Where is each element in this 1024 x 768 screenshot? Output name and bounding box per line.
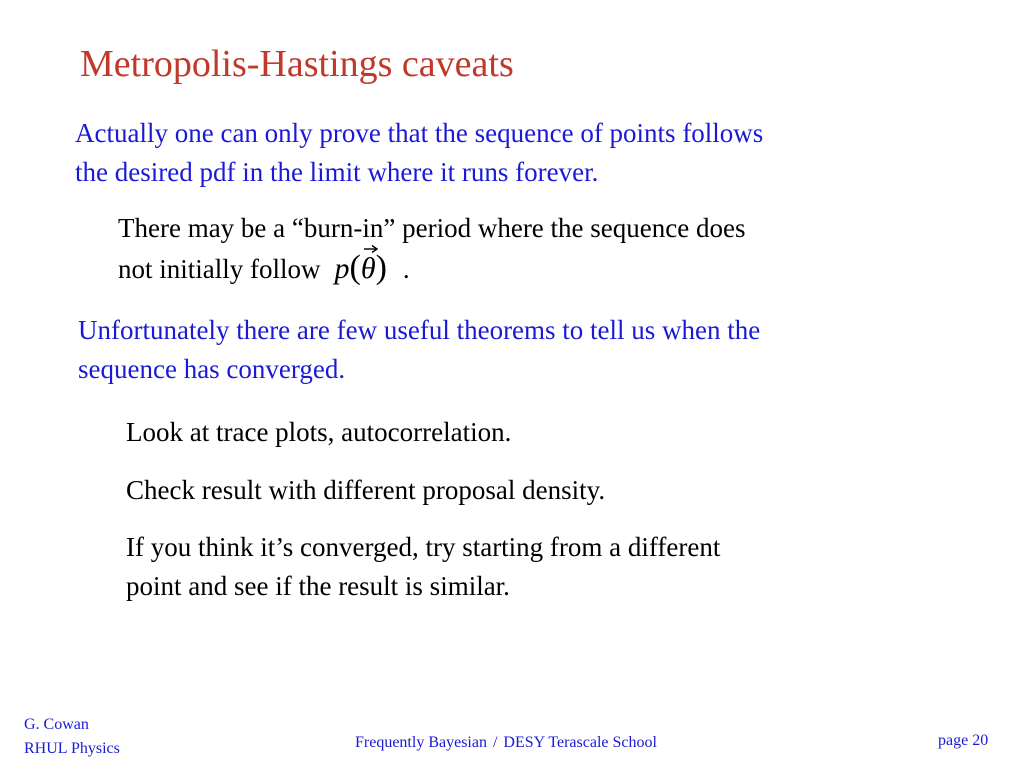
math-p-theta: [335, 248, 387, 288]
list-item-text: point and see if the result is similar.: [126, 571, 510, 601]
vector-arrow-icon: [363, 243, 379, 253]
list-item-text: If you think it’s converged, try starting from a different: [126, 532, 721, 562]
paragraph-burn-in: [118, 209, 745, 289]
footer-separator: /: [492, 734, 498, 751]
slide-title: Metropolis-Hastings caveats: [80, 43, 514, 85]
list-item: [126, 413, 511, 452]
paragraph-line: Unfortunately there are few useful theorems to tell us when the: [78, 315, 761, 345]
math-theta-vector: [361, 249, 376, 288]
math-close-paren: ): [375, 249, 387, 286]
list-item-text: Check result with different proposal density.: [126, 475, 606, 505]
paragraph-line: Actually one can only prove that the sequence of points follows: [75, 118, 764, 148]
paragraph-line: sequence has converged.: [78, 354, 346, 384]
footer-left-title: Frequently Bayesian: [355, 734, 487, 751]
paragraph-proof-limit: [75, 114, 763, 192]
math-theta: θ: [360, 252, 376, 285]
list-item: [126, 471, 605, 510]
paragraph-text: not initially follow: [118, 254, 321, 284]
paragraph-line: There may be a “burn-in” period where the sequence does: [118, 213, 746, 243]
list-item: [126, 528, 720, 606]
paragraph-text: .: [402, 254, 410, 284]
paragraph-line-with-math: [118, 248, 745, 289]
list-item-text: Look at trace plots, autocorrelation.: [126, 417, 512, 447]
math-open-paren: (: [349, 249, 361, 286]
footer-author: G. Cowan: [24, 716, 89, 733]
footer-institution: RHUL Physics: [24, 740, 120, 757]
page-number: page 20: [938, 732, 989, 749]
paragraph-line: the desired pdf in the limit where it runs forever.: [75, 157, 599, 187]
paragraph-convergence: [78, 311, 760, 389]
footer-course-title: [355, 734, 657, 752]
math-p: p: [334, 252, 350, 285]
footer-right-title: DESY Terascale School: [503, 734, 657, 751]
